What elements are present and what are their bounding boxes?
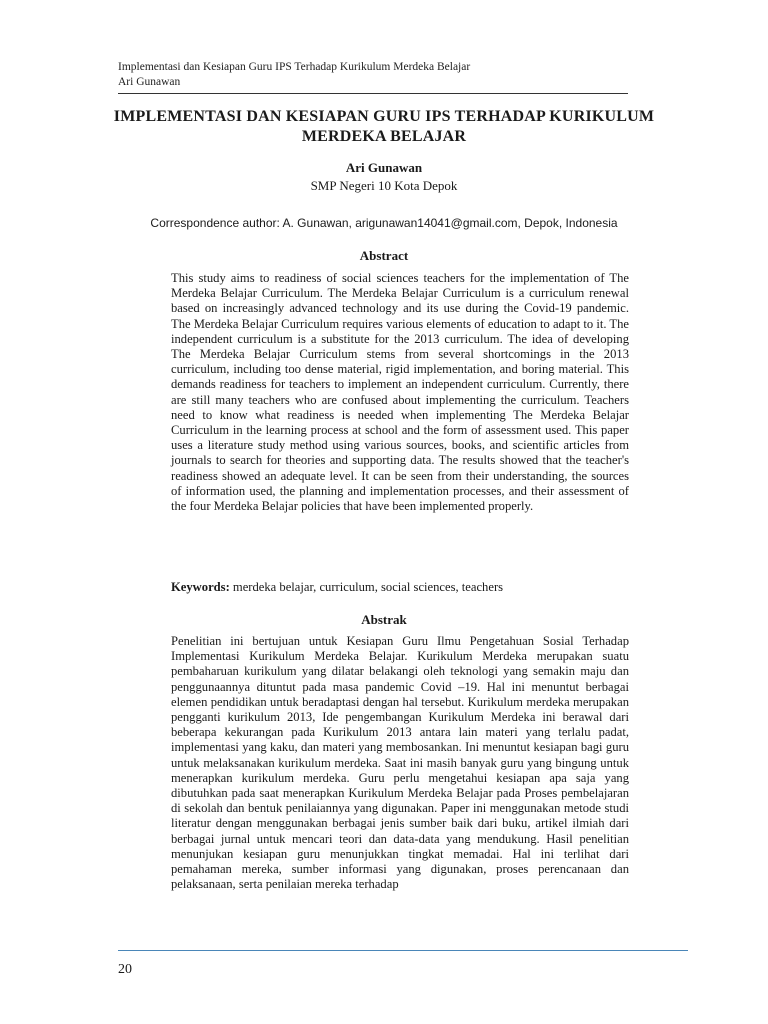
abstrak-text: Penelitian ini bertujuan untuk Kesiapan Guru Ilmu Pengetahuan Sosial Terhadap Implementasi Kurikulum Merdeka Belajar. Kurikulum Merdeka merupakan suatu pembaharuan kurikulum yang dilatar belakangi oleh teknologi yang semakin maju dan penggunaannya dituntut pada masa pandemic Covid –19. Hal ini menuntut berbagai elemen pendidikan untuk beradaptasi dengan hal tersebut. Kurikulum merdeka merupakan pengganti kurikulum 2013, Ide pengembangan Kurikulum Merdeka ini berawal dari beberapa kekurangan pada Kurikulum 2013 antara lain materi yang terlalu padat, implementasi yang kaku, dan materi yang membosankan. Ini menuntut kesiapan bagi guru untuk melaksanakan kurikulum merdeka. Saat ini masih banyak guru yang bingung untuk menerapkan kurikulum merdeka. Guru perlu mengetahui kesiapan apa saja yang dibutuhkan pada saat menerapkan Kurikulum Merdeka Belajar pada Proses pembelajaran di sekolah dan bentuk penilaiannya yang digunakan. Paper ini menggunakan metode studi literatur dengan menggunakan berbagai jenis sumber baik dari buku, artikel ilmiah dari berbagai jurnal untuk mencari teori dan data-data yang mendukung. Hasil penelitian menunjukan kesiapan guru menunjukkan tingkat memadai. Hal ini terlihat dari pemahaman mereka, sumber informasi yang digunakan, proses perencanaan dan pelaksanaan, serta penilaian mereka terhadap: [171, 634, 629, 892]
running-header-author: Ari Gunawan: [118, 76, 181, 88]
header-divider: [118, 93, 628, 94]
running-header: [118, 60, 470, 90]
footer-divider: [118, 950, 688, 951]
keywords-line: [171, 580, 629, 595]
correspondence-line: Correspondence author: A. Gunawan, arigunawan14041@gmail.com, Depok, Indonesia: [150, 216, 618, 230]
paper-title: IMPLEMENTASI DAN KESIAPAN GURU IPS TERHADAP KURIKULUM MERDEKA BELAJAR: [113, 108, 655, 145]
abstract-text: This study aims to readiness of social sciences teachers for the implementation of The Merdeka Belajar Curriculum. The Merdeka Belajar Curriculum is a curriculum renewal based on increasingly advanced technology and its use during the Covid-19 pandemic. The Merdeka Belajar Curriculum requires various elements of education to adapt to it. The independent curriculum is a substitute for the 2013 curriculum. The idea of developing The Merdeka Belajar Curriculum stems from several shortcomings in the 2013 curriculum, including too dense material, rigid implementation, and boring material. This demands readiness for teachers to implement an independent curriculum. Currently, there are still many teachers who are confused about implementing the curriculum. Teachers need to know what readiness is needed when implementing The Merdeka Belajar Curriculum in the learning process at school and the form of assessment used. This paper uses a literature study method using various sources, books, and scientific articles from journals to search for theories and supporting data. The results showed that the teacher's readiness showed an adequate level. It can be seen from their understanding, the sources of information used, the planning and implementation processes, and their assessment of the four Merdeka Belajar policies that have been implemented properly.: [171, 271, 629, 514]
page-number: 20: [118, 962, 132, 977]
keywords-text: merdeka belajar, curriculum, social sciences, teachers: [229, 580, 504, 594]
author-affiliation: SMP Negeri 10 Kota Depok: [310, 178, 458, 193]
abstract-heading: Abstract: [359, 248, 409, 263]
abstrak-heading: Abstrak: [361, 612, 407, 627]
keywords-label: Keywords:: [171, 580, 230, 594]
author-name: Ari Gunawan: [345, 160, 423, 175]
running-header-title: Implementasi dan Kesiapan Guru IPS Terhadap Kurikulum Merdeka Belajar: [118, 61, 471, 73]
